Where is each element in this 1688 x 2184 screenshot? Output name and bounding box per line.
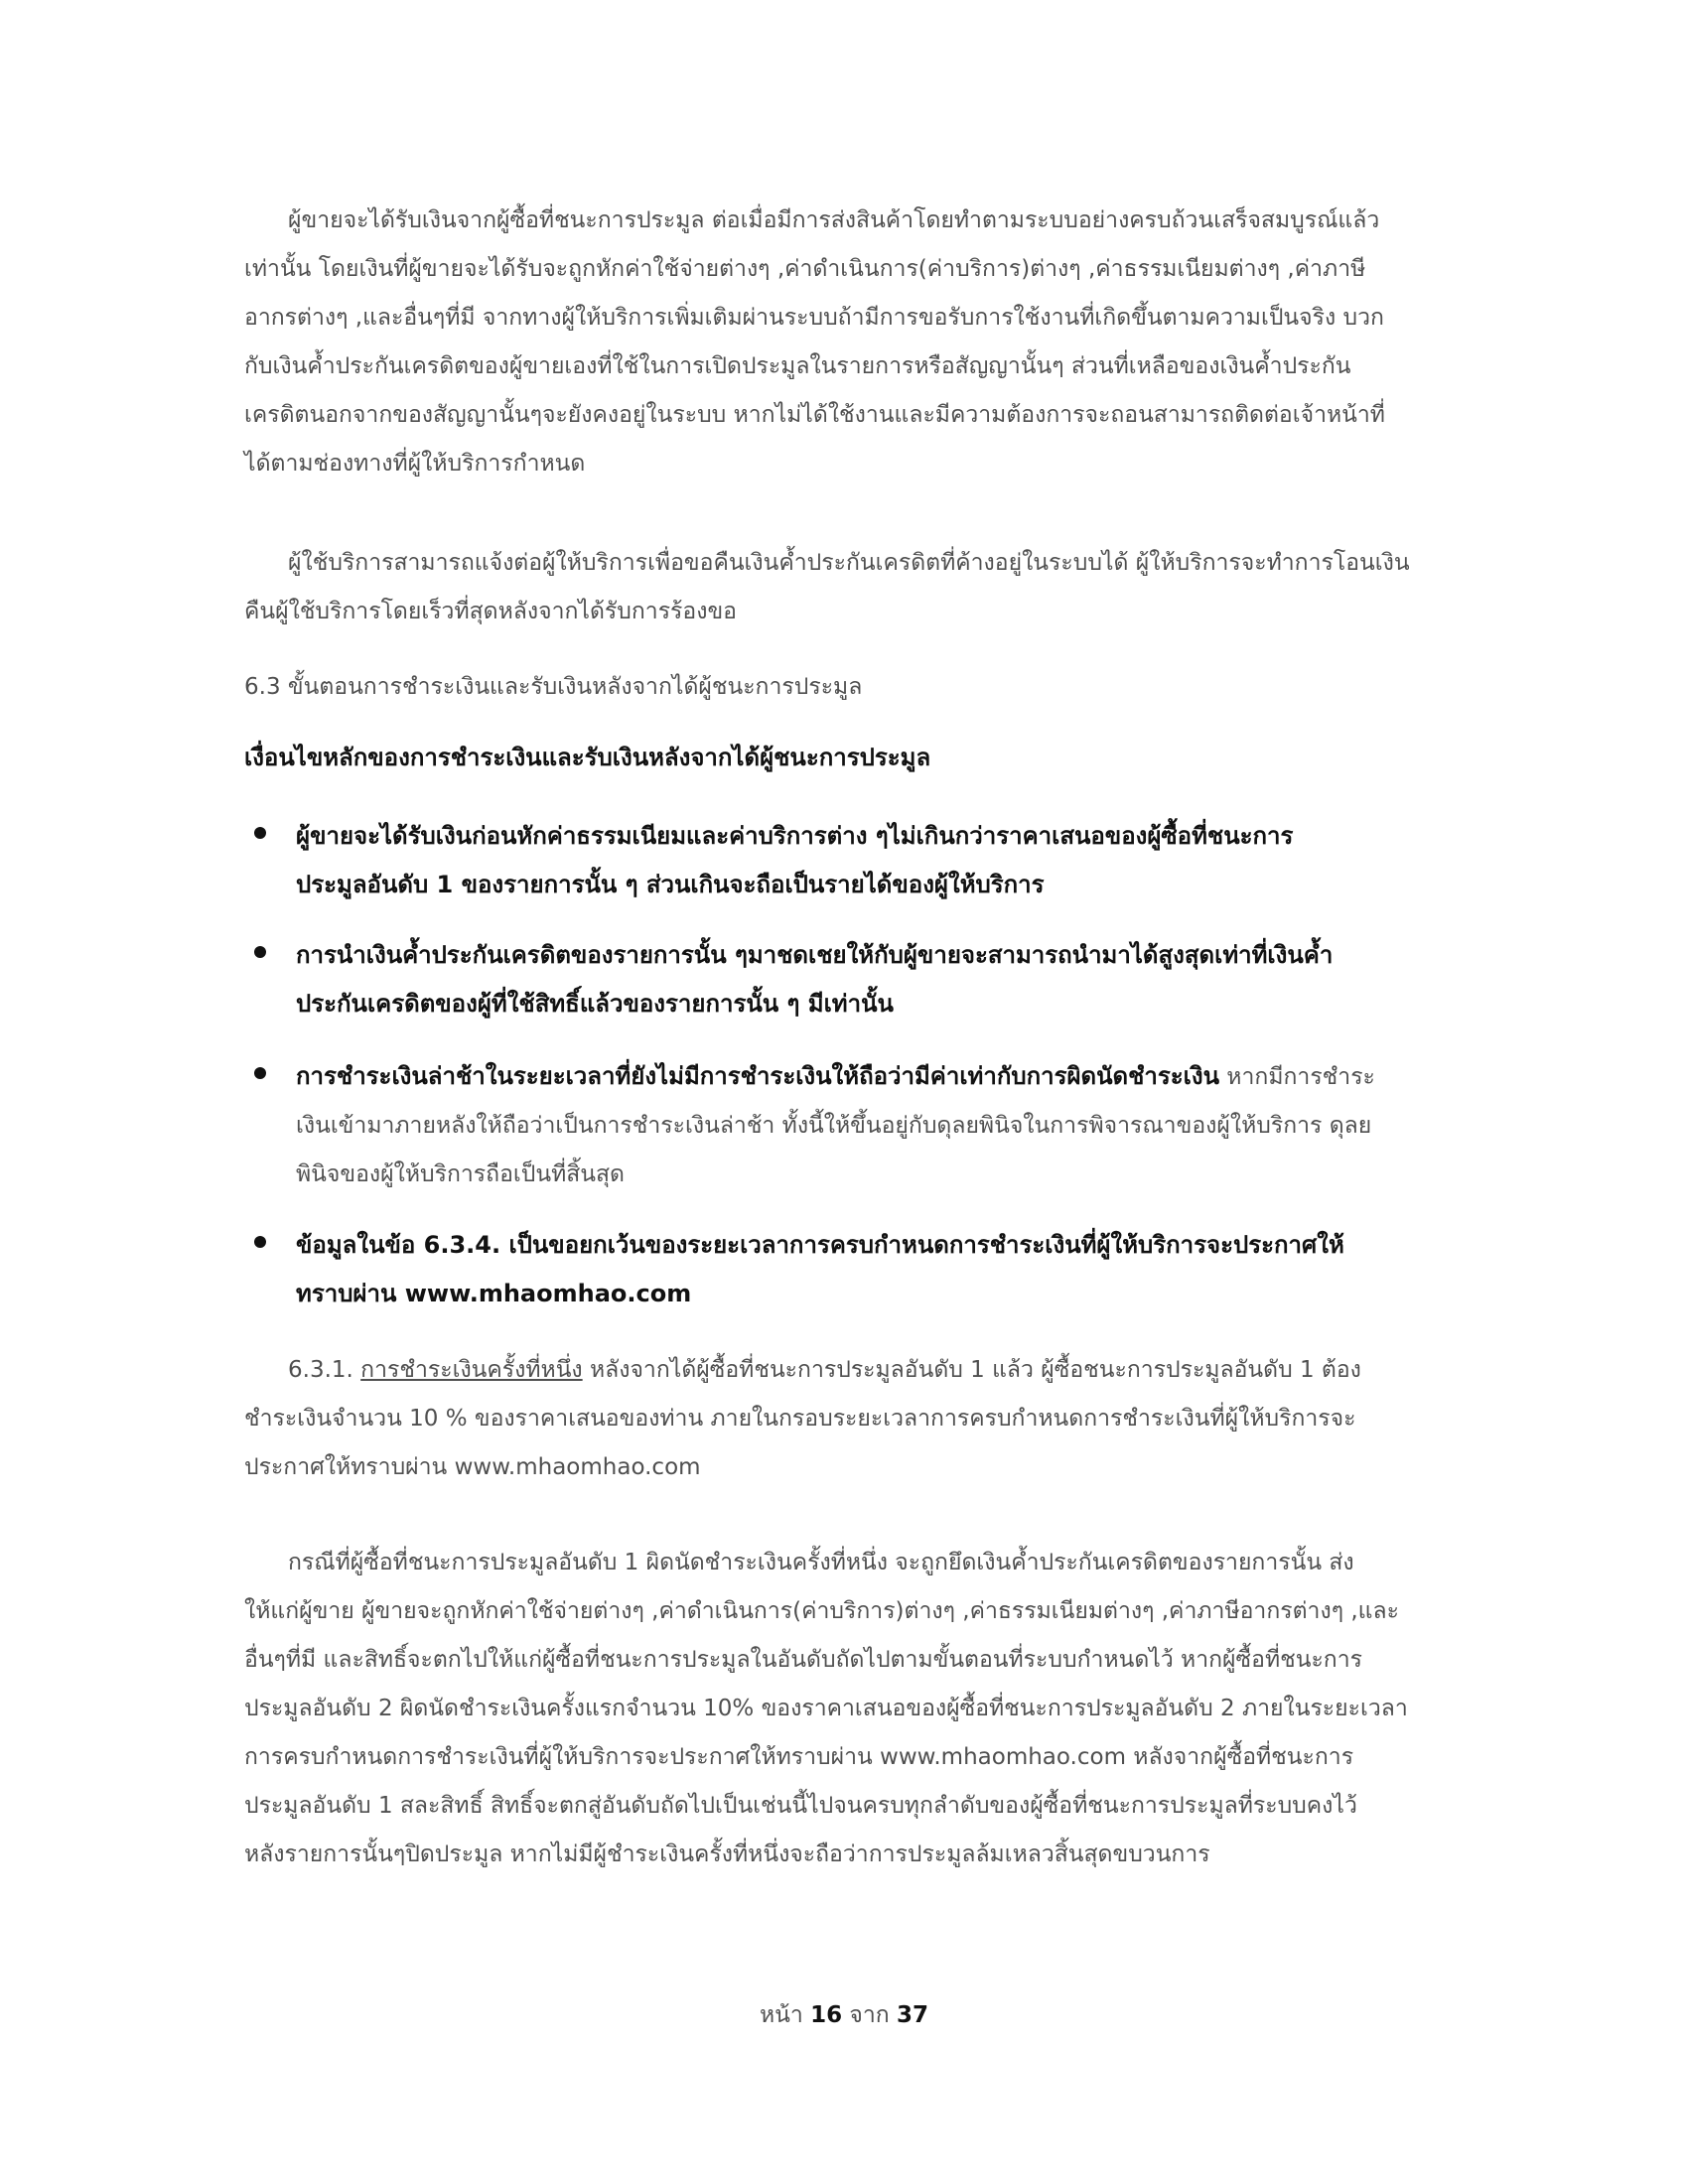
text-line: กรณีที่ผู้ซื้อที่ชนะการประมูลอันดับ 1 ผิดนัดชำระเงินครั้งที่หนึ่ง จะถูกยึดเงินค้ำประกันเครดิตของรายการนั้น ส่ง [288,1550,1354,1575]
paragraph-default-case [244,1539,1476,1879]
text-line: ผู้ขายจะได้รับเงินก่อนหักค่าธรรมเนียมและค่าบริการต่าง ๆไม่เกินกว่าราคาเสนอของผู้ซื้อที่ชนะการ [296,822,1294,850]
text-line: พินิจของผู้ให้บริการถือเป็นที่สิ้นสุด [296,1161,625,1187]
text-line: ให้แก่ผู้ขาย ผู้ขายจะถูกหักค่าใช้จ่ายต่างๆ ,ค่าดำเนินการ(ค่าบริการ)ต่างๆ ,ค่าธรรมเนียมต่างๆ ,ค่าภาษีอากรต่างๆ ,และ [244,1598,1399,1624]
paragraph-refund-request [244,539,1476,636]
total-page-number: 37 [897,2002,929,2028]
text-line: อากรต่างๆ ,และอื่นๆที่มี จากทางผู้ให้บริการเพิ่มเติมผ่านระบบถ้ามีการขอรับการใช้งานที่เกิดขึ้นตามความเป็นจริง บวก [244,305,1384,331]
footer-middle: จาก [849,2002,890,2028]
current-page-number: 16 [810,2002,843,2028]
bullet-icon [254,946,266,958]
footer-prefix: หน้า [759,2002,803,2028]
text-line: ประกาศให้ทราบผ่าน www.mhaomhao.com [244,1454,701,1480]
bullet-icon [254,827,266,839]
text-tail: หากมีการชำระ [1219,1064,1375,1090]
section-heading-6-3: 6.3 ขั้นตอนการชำระเงินและรับเงินหลังจากได้ผู้ชนะการประมูล [244,674,863,700]
text-line: ได้ตามช่องทางที่ผู้ให้บริการกำหนด [244,451,586,477]
text-line: หลังรายการนั้นๆปิดประมูล หากไม่มีผู้ชำระเงินครั้งที่หนึ่งจะถือว่าการประมูลล้มเหลวสิ้นสุดขบวนการ [244,1842,1210,1867]
text-line: ทราบผ่าน www.mhaomhao.com [296,1280,692,1307]
page-footer [0,1997,1688,2033]
text-line: การนำเงินค้ำประกันเครดิตของรายการนั้น ๆมาชดเชยให้กับผู้ขายจะสามารถนำมาได้สูงสุดเท่าที่เงินค้ำ [296,941,1334,969]
text-line: เครดิตนอกจากของสัญญานั้นๆจะยังคงอยู่ในระบบ หากไม่ได้ใช้งานและมีความต้องการจะถอนสามารถติดต่อเจ้าหน้าที่ [244,402,1385,428]
text-line: เงินเข้ามาภายหลังให้ถือว่าเป็นการชำระเงินล่าช้า ทั้งนี้ให้ขึ้นอยู่กับดุลยพินิจในการพิจารณาของผู้ให้บริการ ดุลย [296,1113,1372,1139]
paragraph-seller-payment [244,197,1476,488]
text-line: ประมูลอันดับ 1 สละสิทธิ์ สิทธิ์จะตกสู่อันดับถัดไปเป็นเช่นนี้ไปจนครบทุกลำดับของผู้ซื้อที่ชนะการประมูลที่ระบบคงไว้ [244,1793,1357,1819]
text-line: เท่านั้น โดยเงินที่ผู้ขายจะได้รับจะถูกหักค่าใช้จ่ายต่างๆ ,ค่าดำเนินการ(ค่าบริการ)ต่างๆ ,ค่าธรรมเนียมต่างๆ ,ค่าภาษี [244,256,1366,282]
bold-lead-text: การชำระเงินล่าช้าในระยะเวลาที่ยังไม่มีการชำระเงินให้ถือว่ามีค่าเท่ากับการผิดนัดชำระเงิน [296,1062,1219,1090]
text-line: ผู้ใช้บริการสามารถแจ้งต่อผู้ให้บริการเพื่อขอคืนเงินค้ำประกันเครดิตที่ค้างอยู่ในระบบได้ ผู้ให้บริการจะทำการโอนเงิน [288,550,1410,576]
text-line: ประมูลอันดับ 1 ของรายการนั้น ๆ ส่วนเกินจะถือเป็นรายได้ของผู้ให้บริการ [296,871,1045,898]
text-line: หลังจากได้ผู้ซื้อที่ชนะการประมูลอันดับ 1 แล้ว ผู้ซื้อชนะการประมูลอันดับ 1 ต้อง [582,1357,1361,1383]
text-line: คืนผู้ใช้บริการโดยเร็วที่สุดหลังจากได้รับการร้องขอ [244,599,737,624]
text-line: การครบกำหนดการชำระเงินที่ผู้ให้บริการจะประกาศให้ทราบผ่าน www.mhaomhao.com หลังจากผู้ซื้อที่ชนะการ [244,1744,1354,1770]
bullet-icon [254,1236,266,1248]
clause-title: การชำระเงินครั้งที่หนึ่ง [360,1357,583,1383]
conditions-heading: เงื่อนไขหลักของการชำระเงินและรับเงินหลังจากได้ผู้ชนะการประมูล [244,744,931,771]
bullet-icon [254,1067,266,1079]
clause-number: 6.3.1. [288,1357,361,1383]
text-line: อื่นๆที่มี และสิทธิ์จะตกไปให้แก่ผู้ซื้อที่ชนะการประมูลในอันดับถัดไปตามขั้นตอนที่ระบบกำหนดไว้ หากผู้ซื้อที่ชนะการ [244,1647,1362,1673]
text-line: ประมูลอันดับ 2 ผิดนัดชำระเงินครั้งแรกจำนวน 10% ของราคาเสนอของผู้ซื้อที่ชนะการประมูลอันดับ 2 ภายในระยะเวลา [244,1696,1408,1721]
text-line: ผู้ขายจะได้รับเงินจากผู้ซื้อที่ชนะการประมูล ต่อเมื่อมีการส่งสินค้าโดยทำตามระบบอย่างครบถ้วนเสร็จสมบูรณ์แล้ว [288,207,1380,233]
text-line: ข้อมูลในข้อ 6.3.4. เป็นขอยกเว้นของระยะเวลาการครบกำหนดการชำระเงินที่ผู้ให้บริการจะประกาศให้ [296,1231,1344,1259]
text-line: ชำระเงินจำนวน 10 % ของราคาเสนอของท่าน ภายในกรอบระยะเวลาการครบกำหนดการชำระเงินที่ผู้ให้บริการจะ [244,1406,1356,1432]
text-line: กับเงินค้ำประกันเครดิตของผู้ขายเองที่ใช้ในการเปิดประมูลในรายการหรือสัญญานั้นๆ ส่วนที่เหลือของเงินค้ำประกัน [244,353,1351,379]
paragraph-first-payment [244,1346,1476,1492]
text-line: ประกันเครดิตของผู้ที่ใช้สิทธิ์แล้วของรายการนั้น ๆ มีเท่านั้น [296,990,894,1018]
